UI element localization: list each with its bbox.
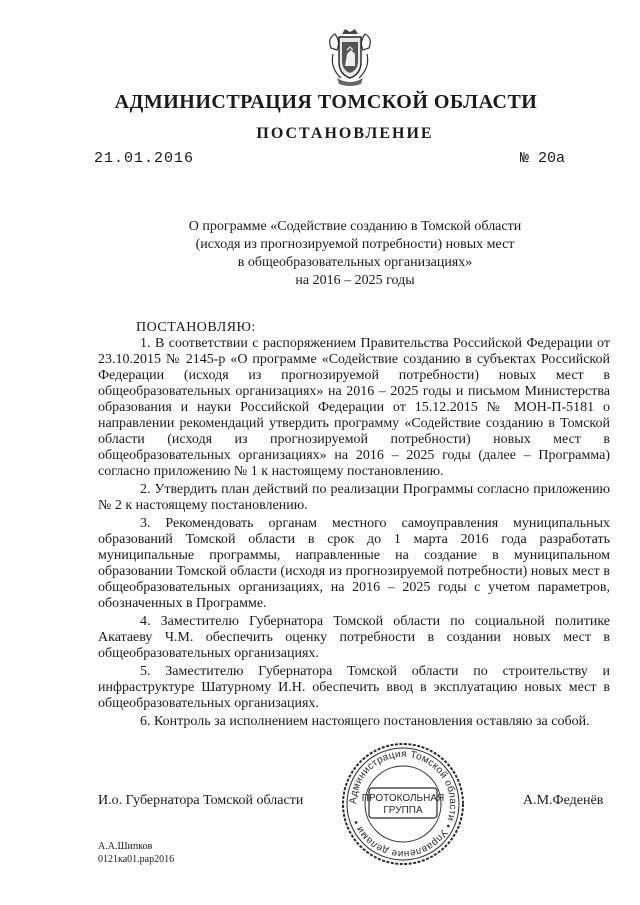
- paragraph-4: 4. Заместителю Губернатора Томской области по социальной политике Акатаеву Ч.М. обеспечить оценку потребности в создании новых мест в общеобразовательных организациях.: [98, 614, 610, 661]
- executor-block: [98, 840, 174, 866]
- document-type: ПОСТАНОВЛЕНИЕ: [256, 125, 434, 142]
- paragraph-6: 6. Контроль за исполнением настоящего постановления оставляю за собой.: [140, 714, 590, 729]
- document-body: [98, 320, 610, 730]
- executor-doc-code: 0121ка01.рар2016: [98, 854, 175, 865]
- paragraph-1: 1. В соответствии с распоряжением Правительства Российской Федерации от 23.10.2015 № 2145-р «О программе «Содействие созданию в субъектах Российской Федерации (исходя из прогнозируемой потребности) новых мест в общеобразовательных организациях» на 2016 – 2025 годы и письмом Министерства образования и науки Российской Федерации от 15.12.2015 № МОН-П-5181 о направлении рекомендаций утвердить программу «Содействие созданию в Томской области (исходя из прогнозируемой потребности) новых мест в общеобразовательных организациях» на 2016 – 2025 годы (далее – Программа) согласно приложению № 1 к настоящему постановлению.: [98, 336, 610, 479]
- coat-of-arms-icon: [327, 28, 373, 88]
- organization-title: АДМИНИСТРАЦИЯ ТОМСКОЙ ОБЛАСТИ: [114, 91, 538, 113]
- paragraph-3: 3. Рекомендовать органам местного самоуправления муниципальных образований Томской области в срок до 1 марта 2016 года разработать муниципальные программы, направленные на создание в муниципальном образовании Томской области (исходя из прогнозируемой потребности) новых мест в общеобразовательных организациях, на 2016 – 2025 годы с учетом параметров, обозначенных в Программе.: [98, 516, 610, 611]
- subject-line: в общеобразовательных организациях»: [237, 255, 473, 270]
- subject-line: О программе «Содействие созданию в Томской области: [188, 219, 522, 234]
- decree-heading: ПОСТАНОВЛЯЮ:: [136, 320, 256, 335]
- official-stamp: [339, 740, 467, 868]
- stamp-center-line-1: ПРОТОКОЛЬНАЯ: [361, 793, 445, 804]
- executor-name: А.А.Шипков: [98, 841, 153, 852]
- signatory-title: И.о. Губернатора Томской области: [98, 793, 304, 808]
- signatory-name: А.М.Феденёв: [523, 793, 604, 808]
- document-date: 21.01.2016: [94, 150, 195, 167]
- paragraph-5: 5. Заместителю Губернатора Томской области по строительству и инфраструктуре Шатурному И.Н. обеспечить ввод в эксплуатацию новых мест в общеобразовательных организациях.: [98, 664, 610, 711]
- document-subject: [0, 218, 640, 290]
- stamp-center-line-2: ГРУППА: [383, 805, 423, 816]
- subject-line: на 2016 – 2025 годы: [295, 273, 415, 288]
- document-number: № 20а: [520, 150, 566, 167]
- stamp-ring-text: Администрация Томской области • Управление делами •: [347, 748, 459, 860]
- subject-line: (исходя из прогнозируемой потребности) новых мест: [195, 237, 515, 252]
- paragraph-2: 2. Утвердить план действий по реализации Программы согласно приложению № 2 к настоящему постановлению.: [98, 482, 610, 513]
